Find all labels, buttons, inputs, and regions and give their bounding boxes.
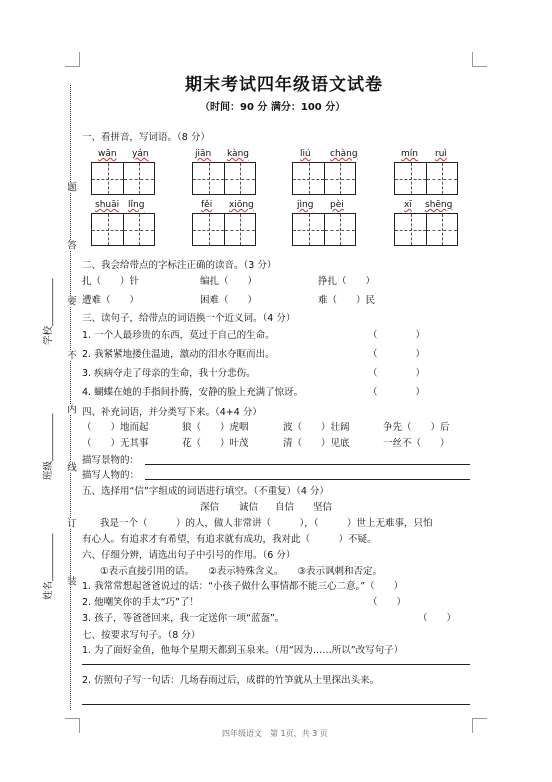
page-subtitle: （时间：90 分 满分：100 分） (200, 102, 346, 113)
writing-grid[interactable] (192, 162, 256, 195)
q5-passage-line[interactable]: 有心人。有追求才有希望，有追求就有成功，我对此（ ）不疑。 (82, 534, 377, 545)
q4-heading: 四、补充词语，并分类写下来。（4+4 分） (82, 407, 262, 418)
pinyin: xiōng (229, 200, 254, 210)
q2-item[interactable]: 编扎（ ） (200, 276, 258, 287)
name-field[interactable] (40, 533, 54, 600)
answer-line[interactable] (82, 704, 470, 705)
writing-grid[interactable] (292, 213, 356, 246)
q2-item[interactable]: 挣扎（ ） (318, 276, 376, 287)
name-label: 姓名 (43, 580, 54, 600)
q6-item: 3. 孩子，等爸爸回来，我一定送你一项“蓝盔”。 (82, 613, 285, 624)
pinyin: xī (404, 200, 412, 210)
page-footer: 四年级语文 第 1页，共 3 页 (222, 729, 328, 738)
q2-item[interactable]: 难（ ）民 (318, 295, 376, 306)
word-option: 深信 (200, 502, 220, 513)
q4-item[interactable]: （ ）无其事 (82, 438, 149, 449)
q3-item: 1. 一个人最珍贵的东西，莫过于自己的生命。 (82, 330, 275, 341)
answer-blank[interactable]: （ ） (368, 597, 407, 608)
answer-blank[interactable]: （ ） (368, 387, 426, 398)
q4-item[interactable]: 清（ ）见底 (283, 438, 350, 449)
name-blank[interactable]: __________ (43, 533, 54, 581)
q6-heading: 六、仔细分辨，请选出句子中引号的作用。（6 分） (82, 550, 296, 561)
answer-blank[interactable]: （ ） (368, 330, 426, 341)
pinyin: fěi (201, 200, 213, 210)
corner-mark (65, 52, 80, 67)
scenery-label: 描写景物的： (82, 455, 140, 466)
pinyin: lǐng (128, 200, 145, 210)
writing-grid[interactable] (394, 162, 458, 195)
pinyin: pèi (330, 200, 344, 210)
q6-item: 2. 他嘲笑你的手太“巧”了！ (82, 597, 199, 608)
seal-char: 线 (65, 462, 76, 472)
answer-line[interactable] (82, 664, 470, 665)
word-option: 坚信 (313, 502, 333, 513)
page-title: 期末考试四年级语文试卷 (185, 75, 383, 95)
pinyin: jìng (297, 200, 314, 210)
seal-char: 答 (65, 240, 76, 250)
q2-item[interactable]: 扎（ ）针 (82, 276, 140, 287)
q7-item: 1. 为了面好金鱼，他每个星期天都到玉泉来。（用“因为……所以”改写句子） (82, 645, 404, 656)
school-label: 学校 (43, 325, 54, 345)
pinyin: liú (300, 149, 311, 159)
writing-grid[interactable] (192, 213, 256, 246)
answer-blank[interactable]: （ ） (368, 349, 426, 360)
q4-item[interactable]: 花（ ）叶茂 (182, 438, 249, 449)
seal-char: 装 (65, 576, 76, 586)
q6-item[interactable]: 1. 我常常想起爸爸说过的话：“小孩子做什么事情都不能三心二意。”（ ） (82, 581, 404, 592)
corner-mark (472, 718, 487, 733)
answer-line[interactable] (145, 479, 470, 480)
q2-item[interactable]: 遭难（ ） (82, 295, 140, 306)
answer-line[interactable] (145, 464, 470, 465)
q1-heading: 一、看拼音，写词语。（8 分） (82, 132, 210, 143)
q4-item[interactable]: 争先（ ）后 (383, 422, 450, 433)
q3-item: 3. 疾病夺走了母亲的生命，我十分悲伤。 (82, 368, 256, 379)
answer-blank[interactable]: （ ） (368, 368, 426, 379)
q5-heading: 五、选择用“信”字组成的词语进行填空。（不重复）（4 分） (82, 486, 329, 497)
word-option: 诚信 (239, 502, 259, 513)
pinyin: shēng (425, 200, 453, 210)
q2-item[interactable]: 困难（ ） (200, 295, 258, 306)
corner-mark (472, 52, 487, 67)
seal-char: 不 (65, 350, 76, 360)
q4-item[interactable]: （ ）地而起 (82, 422, 149, 433)
school-blank[interactable]: __________ (43, 278, 54, 326)
seal-char: 要 (65, 296, 76, 306)
class-field[interactable] (40, 413, 54, 480)
pinyin: wān (98, 149, 117, 159)
pinyin: chàng (330, 149, 358, 159)
seal-char: 订 (65, 518, 76, 528)
school-field[interactable] (40, 278, 54, 345)
q4-item[interactable]: 一丝不（ ） (383, 438, 450, 449)
corner-mark (65, 718, 80, 733)
q4-item[interactable]: 狼（ ）虎咽 (182, 422, 249, 433)
writing-grid[interactable] (91, 162, 155, 195)
q4-item[interactable]: 波（ ）壮阔 (283, 422, 350, 433)
q3-item: 4. 蝴蝶在她的手指间扑腾，安静的脸上充满了惊讶。 (82, 387, 304, 398)
writing-grid[interactable] (292, 162, 356, 195)
pinyin: mín (401, 149, 418, 159)
binding-dotted-line (70, 85, 71, 710)
writing-grid[interactable] (394, 213, 458, 246)
q3-item: 2. 我紧紧地搂住温迪，激动的泪水夺眶而出。 (82, 349, 275, 360)
pinyin: jiān (195, 149, 212, 159)
class-blank[interactable]: __________ (43, 413, 54, 461)
seal-char: 题 (65, 182, 76, 192)
pinyin: ruì (435, 149, 447, 159)
q7-item: 2. 仿照句子写一句话：几场春雨过后，成群的竹笋就从土里探出头来。 (82, 675, 380, 686)
q5-passage-line[interactable]: 我是一个（ ）的人，做人非常讲（ ），（ ）世上无难事，只怕 (100, 518, 433, 529)
q6-options: ①表示直接引用的话。 ②表示特殊含义。 ③表示讽刺和否定。 (100, 566, 383, 577)
people-label: 描写人物的： (82, 470, 140, 481)
pinyin: kàng (227, 149, 249, 159)
writing-grid[interactable] (91, 213, 155, 246)
pinyin: yán (132, 149, 149, 159)
word-option: 自信 (275, 502, 295, 513)
q2-heading: 二、我会给带点的字标注正确的读音。（3 分） (82, 260, 277, 271)
q7-heading: 七、按要求写句子。（8 分） (82, 630, 201, 641)
seal-char: 内 (65, 404, 76, 414)
pinyin: shuāi (95, 200, 120, 210)
class-label: 班级 (43, 460, 54, 480)
q3-heading: 三、读句子，给带点的词语换一个近义词。（4 分） (82, 313, 296, 324)
answer-blank[interactable]: （ ） (418, 613, 457, 624)
